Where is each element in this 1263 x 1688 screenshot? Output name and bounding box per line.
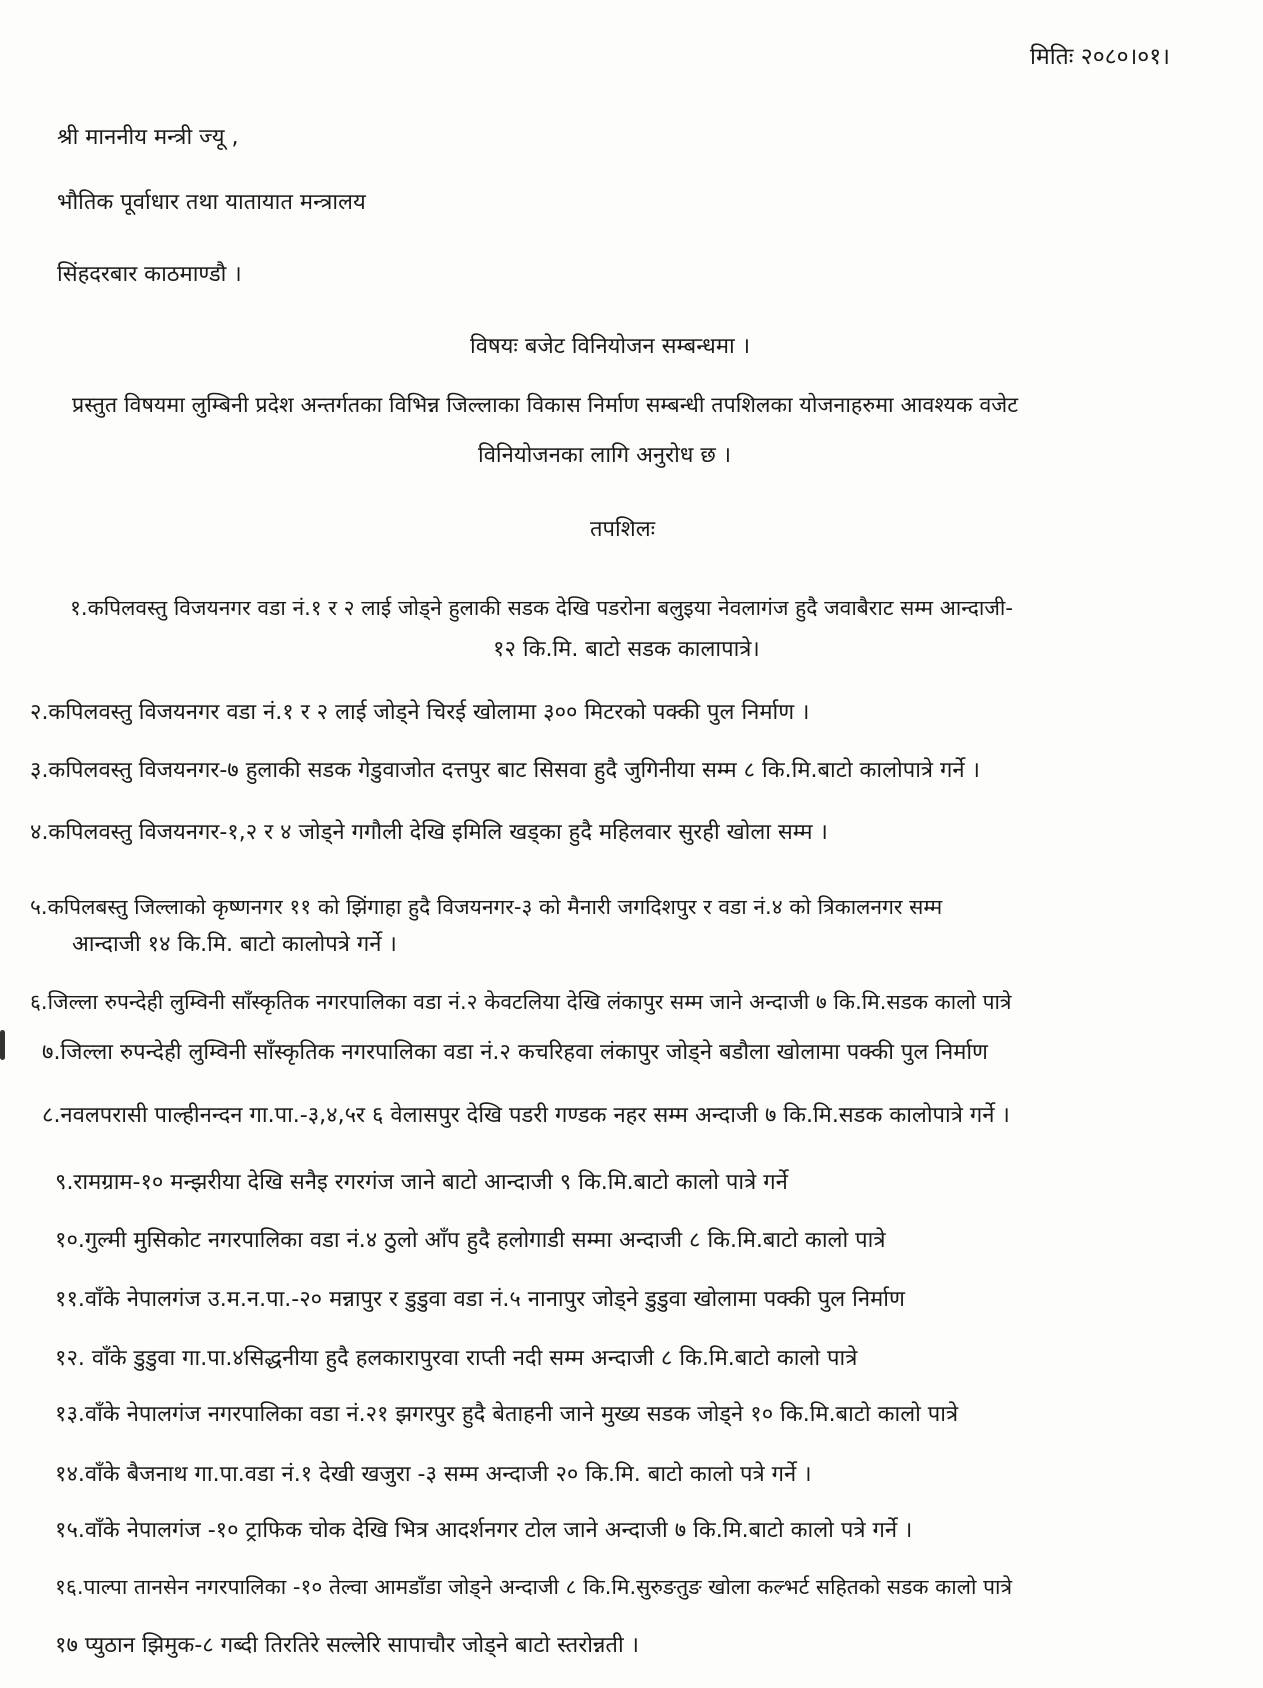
recipient-ministry: भौतिक पूर्वाधार तथा यातायात मन्त्रालय: [57, 190, 366, 215]
recipient-title: श्री माननीय मन्त्री ज्यू ,: [57, 125, 239, 150]
list-item: ६.जिल्ला रुपन्देही लुम्विनी साँस्कृतिक नगरपालिका वडा नं.२ केवटलिया देखि लंकापुर सम्म जाने अन्दाजी ७ कि.मि.सडक कालो पात्रे: [30, 990, 1012, 1014]
scan-edge-mark: [0, 1030, 5, 1060]
list-item: ९.रामग्राम-१० मन्झरीया देखि सनैइ रगरगंज जाने बाटो आन्दाजी ९ कि.मि.बाटो कालो पात्रे गर्ने: [55, 1170, 788, 1195]
list-item: १३.वाँके नेपालगंज नगरपालिका वडा नं.२१ झगरपुर हुदै बेताहनी जाने मुख्य सडक जोड्ने १० कि.मि.बाटो कालो पात्रे: [55, 1402, 959, 1427]
list-item: २.कपिलवस्तु विजयनगर वडा नं.१ र २ लाई जोड्ने चिरई खोलामा ३०० मिटरको पक्की पुल निर्माण ।: [30, 700, 810, 725]
list-item: ४.कपिलवस्तु विजयनगर-१,२ र ४ जोड्ने गगौली देखि इमिलि खड्का हुदै महिलवार सुरही खोला सम्म ।: [30, 820, 828, 845]
recipient-address: सिंहदरबार काठमाण्डौ ।: [57, 262, 242, 287]
list-item: १२. वाँके डुडुवा गा.पा.४सिद्धनीया हुदै हलकारापुरवा राप्ती नदी सम्म अन्दाजी ८ कि.मि.बाटो कालो पात्रे: [55, 1346, 858, 1371]
body-line-1: प्रस्तुत विषयमा लुम्बिनी प्रदेश अन्तर्गतका विभिन्न जिल्लाका विकास निर्माण सम्बन्धी तपशिलका योजनाहरुमा आवश्यक वजेट: [72, 393, 1019, 418]
list-item-continuation: आन्दाजी १४ कि.मि. बाटो कालोपत्रे गर्ने ।: [72, 932, 397, 957]
list-item: १०.गुल्मी मुसिकोट नगरपालिका वडा नं.४ ठुलो आँप हुदै हलोगाडी सम्मा अन्दाजी ८ कि.मि.बाटो कालो पात्रे: [55, 1228, 886, 1253]
list-item: ११.वाँके नेपालगंज उ.म.न.पा.-२० मन्नापुर र डुडुवा वडा नं.५ नानापुर जोड्ने डुडुवा खोलामा पक्की पुल निर्माण: [55, 1287, 905, 1312]
list-item: १५.वाँके नेपालगंज -१० ट्राफिक चोक देखि भित्र आदर्शनगर टोल जाने अन्दाजी ७ कि.मि.बाटो कालो पत्रे गर्ने ।: [55, 1518, 913, 1543]
list-item: ८.नवलपरासी पाल्हीनन्दन गा.पा.-३,४,५र ६ वेलासपुर देखि पडरी गण्डक नहर सम्म अन्दाजी ७ कि.मि.सडक कालोपात्रे गर्ने ।: [42, 1103, 1010, 1128]
details-heading: तपशिलः: [590, 517, 656, 542]
list-item: १६.पाल्पा तानसेन नगरपालिका -१० तेल्वा आमडाँडा जोड्ने अन्दाजी ८ कि.मि.सुरुङतुङ खोला कल्भर्ट सहितको सडक कालो पात्रे: [55, 1575, 1013, 1599]
list-item: ३.कपिलवस्तु विजयनगर-७ हुलाकी सडक गेडुवाजोत दत्तपुर बाट सिसवा हुदै जुगिनीया सम्म ८ कि.मि.बाटो कालोपात्रे गर्ने ।: [30, 758, 980, 783]
list-item: १७ प्युठान झिमुक-८ गब्दी तिरतिरे सल्लेरि सापाचौर जोड्ने बाटो स्तरोन्नती ।: [55, 1633, 640, 1658]
letter-subject: विषयः बजेट विनियोजन सम्बन्धमा ।: [470, 334, 751, 359]
list-item: १.कपिलवस्तु विजयनगर वडा नं.१ र २ लाई जोड्ने हुलाकी सडक देखि पडरोना बलुइया नेवलागंज हुदै जवाबैराट सम्म आन्दाजी-: [70, 596, 1013, 620]
list-item: ५.कपिलबस्तु जिल्लाको कृष्णनगर ११ को झिंगाहा हुदै विजयनगर-३ को मैनारी जगदिशपुर र वडा नं.४ को त्रिकालनगर सम्म: [30, 895, 943, 919]
list-item-continuation: १२ कि.मि. बाटो सडक कालापात्रे।: [493, 637, 760, 662]
list-item: ७.जिल्ला रुपन्देही लुम्विनी साँस्कृतिक नगरपालिका वडा नं.२ कचरिहवा लंकापुर जोड्ने बडौला खोलामा पक्की पुल निर्माण: [42, 1040, 988, 1065]
list-item: १४.वाँके बैजनाथ गा.पा.वडा नं.१ देखी खजुरा -३ सम्म अन्दाजी २० कि.मि. बाटो कालो पत्रे गर्ने ।: [55, 1462, 812, 1487]
body-line-2: विनियोजनका लागि अनुरोध छ ।: [478, 443, 732, 468]
letter-date: मितिः २०८०।०१।: [1030, 44, 1170, 70]
